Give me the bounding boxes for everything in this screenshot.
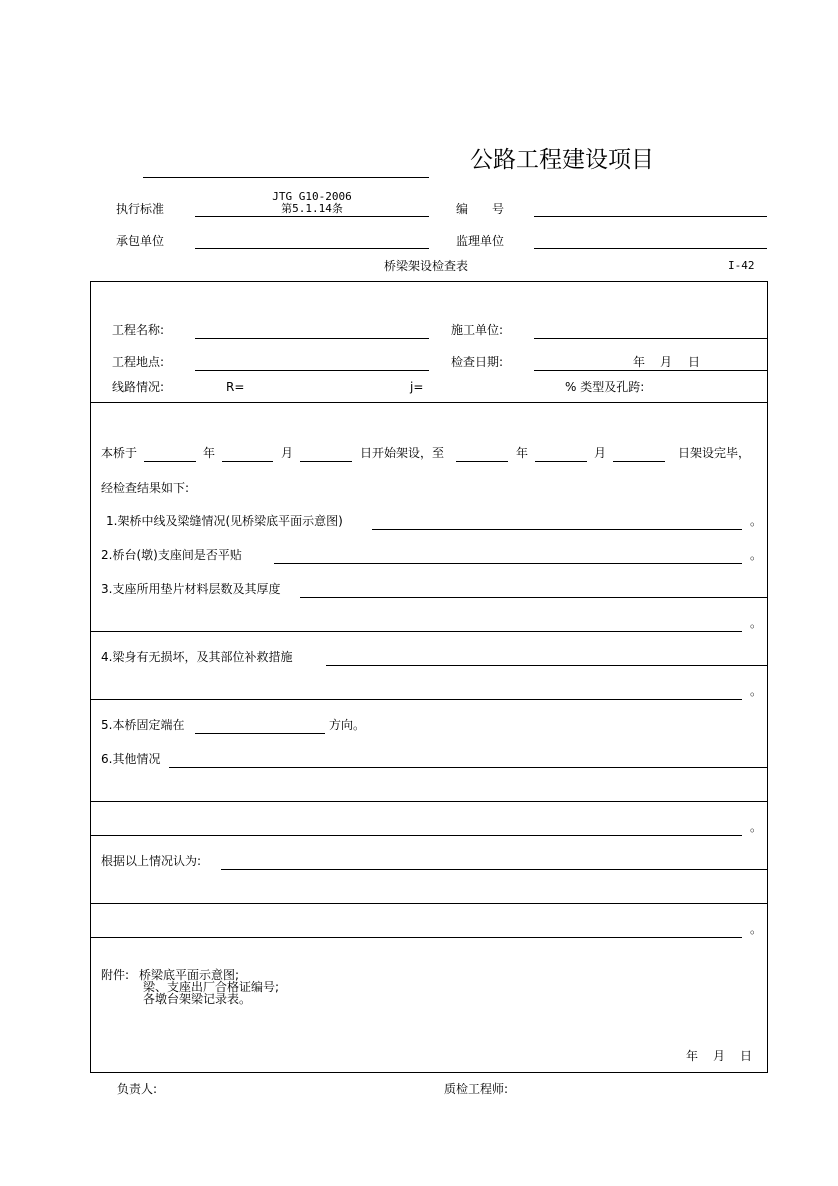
date-day: 日 [688,355,701,369]
date-month: 月 [660,355,673,369]
attachment-2: 梁、支座出厂合格证编号; [143,980,280,994]
conclusion-period: 。 [750,922,763,936]
item2-field [274,563,742,564]
conclusion-field-2 [90,903,768,904]
item3-period: 。 [750,616,763,630]
start-text: 日开始架设，至 [360,446,445,460]
box-bottom [90,1072,768,1073]
item2-label: 2.桥台(墩)支座间是否平贴 [101,548,242,562]
item6-field-1 [169,767,767,768]
standard-label: 执行标准 [116,202,165,216]
standard-value-line1: JTG G10-2006 [272,190,352,203]
inspection-date-field [534,370,767,371]
construction-unit-label: 施工单位: [451,323,504,337]
conclusion-field-3 [90,937,742,938]
number-line [534,216,767,217]
box-top [90,281,768,282]
form-code: I-42 [728,259,755,272]
box-right [767,281,768,1073]
result-intro: 经检查结果如下: [101,481,190,495]
start-year-field [144,461,196,462]
supervisor-label: 监理单位 [456,234,505,248]
conclusion-label: 根据以上情况认为: [101,854,202,868]
project-name-label: 工程名称: [112,323,165,337]
project-name-field [195,338,429,339]
sign-day: 日 [740,1049,753,1063]
item5-field [195,733,325,734]
project-location-field [195,370,429,371]
item6-label: 6.其他情况 [101,752,161,766]
item3-field-2 [90,631,742,632]
attachment-3: 各墩台架梁记录表。 [143,992,252,1006]
number-label: 编 号 [456,202,505,216]
qc-engineer-label: 质检工程师: [444,1082,509,1096]
project-location-label: 工程地点: [112,355,165,369]
end-text: 日架设完毕， [678,446,751,460]
attachment-1: 桥梁底平面示意图; [139,968,240,982]
inspection-date-label: 检查日期: [451,355,504,369]
construction-unit-field [534,338,767,339]
item4-label: 4.梁身有无损坏，及其部位补救措施 [101,650,293,664]
start-year-label: 年 [203,446,216,460]
date-year: 年 [633,355,646,369]
item6-period: 。 [750,820,763,834]
item1-period: 。 [750,514,763,528]
item5-prefix: 5.本桥固定端在 [101,718,185,732]
item1-field [372,529,742,530]
item4-field-2 [90,699,742,700]
start-month-label: 月 [281,446,294,460]
item3-label: 3.支座所用垫片材料层数及其厚度 [101,582,281,596]
end-month-label: 月 [594,446,607,460]
end-year-label: 年 [516,446,529,460]
item5-suffix: 方向。 [329,718,366,732]
bridge-prefix: 本桥于 [101,446,138,460]
item2-period: 。 [750,548,763,562]
route-r: R= [226,380,245,394]
standard-value-line2: 第5.1.14条 [281,202,343,215]
route-j: j= [410,380,424,394]
item4-field-1 [326,665,767,666]
form-name: 桥梁架设检查表 [384,259,469,273]
end-day-field [613,461,665,462]
responsible-label: 负责人: [117,1082,158,1096]
standard-line [195,216,429,217]
item1-label: 1.架桥中线及梁缝情况(见桥梁底平面示意图) [106,514,343,528]
item6-field-2 [90,801,768,802]
end-year-field [456,461,508,462]
item4-period: 。 [750,684,763,698]
sign-year: 年 [686,1049,699,1063]
conclusion-field-1 [221,869,767,870]
route-label: 线路情况: [112,380,165,394]
contractor-line [195,248,429,249]
item3-field-1 [300,597,767,598]
attachment-label: 附件: [101,968,130,982]
item6-field-3 [90,835,742,836]
supervisor-line [534,248,767,249]
box-left [90,281,91,1073]
page-title: 公路工程建设项目 [470,147,654,173]
contractor-label: 承包单位 [116,234,165,248]
sign-month: 月 [713,1049,726,1063]
project-name-line [143,177,429,178]
route-type: % 类型及孔跨: [565,380,645,394]
section-divider [90,402,768,403]
start-month-field [222,461,273,462]
start-day-field [300,461,352,462]
end-month-field [535,461,587,462]
